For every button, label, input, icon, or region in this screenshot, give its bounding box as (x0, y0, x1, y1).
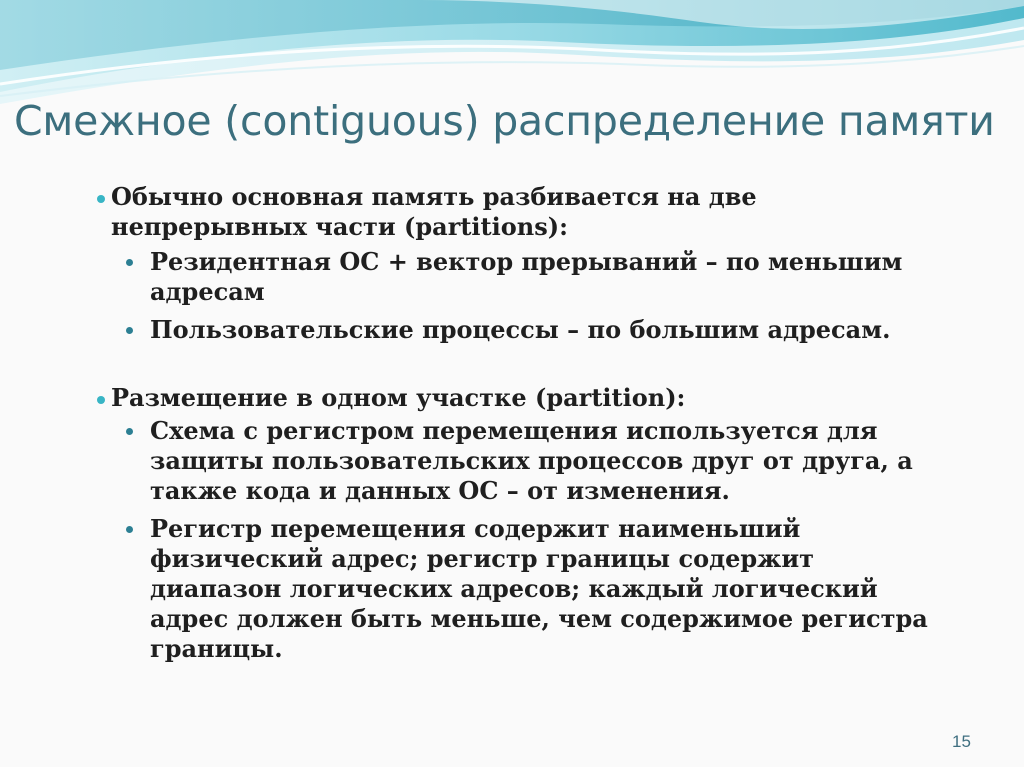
bullet-text: Схема с регистром перемещения используется для защиты пользовательских процессов друг от друга, а также кода и данных ОС – от изменения. (150, 416, 913, 505)
bullet-dot-icon (97, 195, 105, 203)
bullet-level1 (100, 182, 940, 242)
bullet-text: Пользовательские процессы – по большим адресам. (150, 315, 891, 344)
bullet-text: Резидентная ОС + вектор прерываний – по меньшим адресам (150, 247, 903, 306)
bullet-text: Обычно основная память разбивается на две непрерывных части (partitions): (111, 182, 757, 241)
bullet-text: Регистр перемещения содержит наименьший физический адрес; регистр границы содержит диапазон логических адресов; каждый логический адрес должен быть меньше, чем содержимое регистра границы. (150, 514, 928, 663)
bullet-level2 (100, 315, 940, 345)
bullet-dot-icon (126, 327, 133, 334)
page-number: 15 (952, 732, 971, 751)
bullet-level2 (100, 416, 940, 506)
bullet-dot-icon (126, 259, 133, 266)
slide-body (100, 182, 940, 664)
slide-title: Смежное (contiguous) распределение памяти (14, 97, 995, 145)
bullet-dot-icon (97, 396, 105, 404)
bullet-level2 (100, 247, 940, 307)
bullet-dot-icon (126, 428, 133, 435)
bullet-dot-icon (126, 526, 133, 533)
bullet-level2 (100, 514, 940, 664)
bullet-level1 (100, 383, 940, 413)
bullet-text: Размещение в одном участке (partition): (111, 383, 686, 412)
